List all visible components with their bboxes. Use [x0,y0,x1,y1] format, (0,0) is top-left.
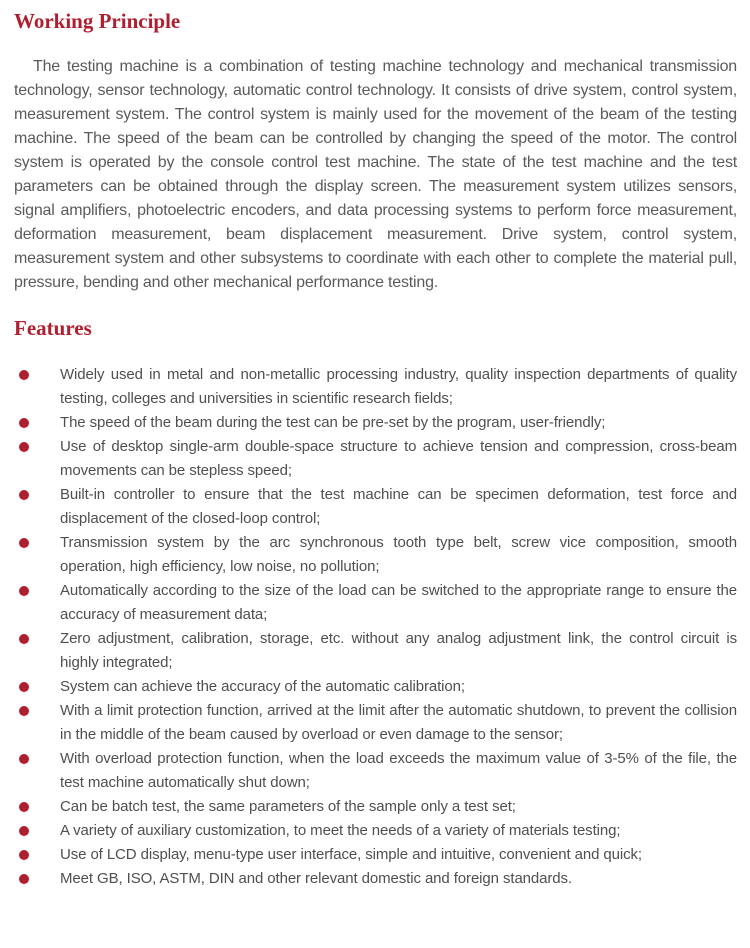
feature-item [14,867,737,891]
feature-item [14,843,737,867]
bullet-icon [19,874,29,884]
feature-item [14,483,737,531]
feature-item-text: Zero adjustment, calibration, storage, etc. without any analog adjustment link, the control circuit is highly integrated; [60,630,737,671]
bullet-icon [19,442,29,452]
feature-item-text: Can be batch test, the same parameters of the sample only a test set; [60,798,516,815]
feature-item-text: A variety of auxiliary customization, to meet the needs of a variety of materials testing; [60,822,621,839]
features-list [14,363,737,891]
feature-item [14,819,737,843]
feature-item-text: Use of LCD display, menu-type user interface, simple and intuitive, convenient and quick; [60,846,642,863]
feature-item [14,627,737,675]
feature-item [14,411,737,435]
bullet-icon [19,850,29,860]
bullet-icon [19,754,29,764]
feature-item-text: Built-in controller to ensure that the test machine can be specimen deformation, test force and displacement of the closed-loop control; [60,486,737,527]
bullet-icon [19,370,29,380]
feature-item [14,675,737,699]
bullet-icon [19,682,29,692]
bullet-icon [19,586,29,596]
feature-item-text: Widely used in metal and non-metallic processing industry, quality inspection departments of quality testing, colleges and universities in scientific research fields; [60,366,737,407]
feature-item [14,363,737,411]
feature-item-text: System can achieve the accuracy of the automatic calibration; [60,678,465,695]
feature-item-text: Automatically according to the size of the load can be switched to the appropriate range to ensure the accuracy of measurement data; [60,582,737,623]
bullet-icon [19,418,29,428]
feature-item-text: The speed of the beam during the test can be pre-set by the program, user-friendly; [60,414,606,431]
feature-item-text: With overload protection function, when the load exceeds the maximum value of 3-5% of the file, the test machine automatically shut down; [60,750,737,791]
feature-item [14,579,737,627]
bullet-icon [19,706,29,716]
bullet-icon [19,490,29,500]
feature-item [14,531,737,579]
bullet-icon [19,634,29,644]
feature-item-text: Use of desktop single-arm double-space structure to achieve tension and compression, cross-beam movements can be stepless speed; [60,438,737,479]
feature-item-text: Transmission system by the arc synchronous tooth type belt, screw vice composition, smooth operation, high efficiency, low noise, no pollution; [60,534,737,575]
feature-item-text: With a limit protection function, arrived at the limit after the automatic shutdown, to prevent the collision in the middle of the beam caused by overload or even damage to the sensor; [60,702,737,743]
bullet-icon [19,802,29,812]
feature-item [14,435,737,483]
bullet-icon [19,826,29,836]
working-principle-paragraph: The testing machine is a combination of testing machine technology and mechanical transmission technology, sensor technology, automatic control technology. It consists of drive system, control system, measurement system. The control system is mainly used for the movement of the beam of the testing machine. The speed of the beam can be controlled by changing the speed of the motor. The control system is operated by the console control test machine. The state of the test machine and the test parameters can be obtained through the display screen. The measurement system utilizes sensors, signal amplifiers, photoelectric encoders, and data processing systems to perform force measurement, deformation measurement, beam displacement measurement. Drive system, control system, measurement system and other subsystems to coordinate with each other to complete the material pull, pressure, bending and other mechanical performance testing. [14,58,737,291]
feature-item [14,795,737,819]
feature-item [14,747,737,795]
feature-item [14,699,737,747]
features-heading: Features [14,316,92,340]
bullet-icon [19,538,29,548]
working-principle-heading: Working Principle [14,9,181,33]
feature-item-text: Meet GB, ISO, ASTM, DIN and other relevant domestic and foreign standards. [60,870,573,887]
